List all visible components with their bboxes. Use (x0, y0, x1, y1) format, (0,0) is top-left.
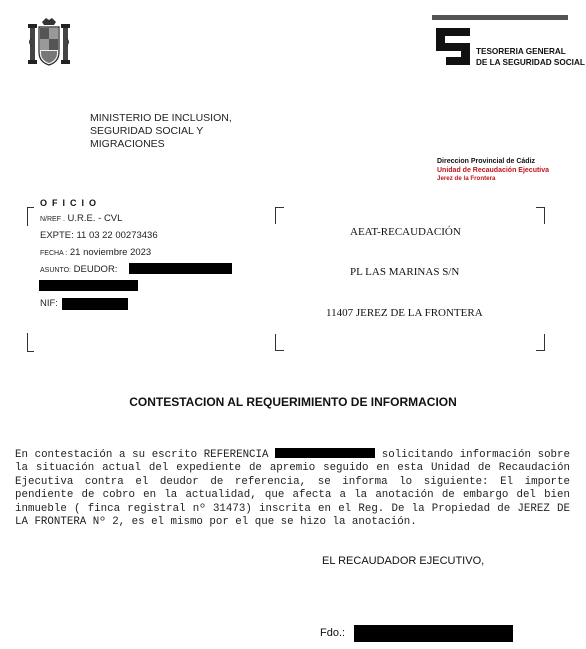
coat-of-arms-icon (26, 16, 72, 70)
address-corner-tr (536, 207, 545, 224)
prov-line3: Jerez de la Frontera (437, 175, 496, 182)
recipient-line2: PL LAS MARINAS S/N (350, 266, 460, 278)
body-text (15, 448, 570, 529)
redacted-signature (354, 625, 513, 642)
expte-row (40, 230, 158, 241)
fecha-row (40, 247, 151, 258)
tgss-name (476, 46, 585, 68)
nref-value: U.R.E. - CVL (67, 213, 123, 224)
ministry-name (90, 112, 232, 151)
nif-row (40, 298, 58, 309)
left-box-corner-tl (27, 207, 34, 226)
recaudador-role: EL RECAUDADOR EJECUTIVO, (322, 555, 485, 567)
nif-label: NIF: (40, 298, 58, 309)
prov-line2: Unidad de Recaudación Ejecutiva (437, 166, 550, 174)
nref-row (40, 213, 122, 224)
expte-label: EXPTE: (40, 230, 74, 241)
recipient-line3: 11407 JEREZ DE LA FRONTERA (326, 307, 483, 319)
deudor-label: DEUDOR: (73, 264, 118, 275)
address-corner-bl (275, 334, 284, 351)
body-post: solicitando información sobre la situación actual del expediente de apremio seguido en esta Unidad de Recaudación Ejecutiva contra el deudor de referencia, se informa lo siguiente: El importe pendiente de cobro en la actualidad, que afecta a la anotación de embargo del bien inmueble ( finca registral nº 31473) inscrita en el Reg. De la Propiedad de JEREZ DE LA FRONTERA Nº 2, es el mismo por el que se hizo la anotación. (15, 449, 570, 529)
ministry-line2: SEGURIDAD SOCIAL Y (90, 125, 204, 137)
redacted-reference (275, 448, 375, 458)
fecha-label: FECHA : (40, 250, 68, 257)
tgss-line1: TESORERIA GENERAL (476, 47, 566, 56)
logo-top-bar (432, 15, 568, 20)
asunto-row (40, 264, 117, 275)
tgss-logo-icon (436, 28, 470, 66)
ministry-line1: MINISTERIO DE INCLUSION, (90, 112, 232, 124)
body-pre: En contestación a su escrito REFERENCIA (15, 449, 276, 461)
tgss-line2: DE LA SEGURIDAD SOCIAL (476, 58, 585, 67)
recipient-line1: AEAT-RECAUDACIÓN (350, 226, 461, 238)
document-title: CONTESTACION AL REQUERIMIENTO DE INFORMACION (129, 395, 457, 409)
asunto-label: ASUNTO: (40, 267, 71, 274)
fecha-value: 21 noviembre 2023 (69, 247, 152, 258)
expte-value: 11 03 22 00273436 (76, 230, 158, 241)
redacted-deudor (129, 263, 232, 274)
address-corner-tl (275, 207, 284, 224)
redacted-nif (62, 298, 128, 310)
nref-label: N/REF . (40, 216, 65, 223)
left-box-corner-bl (27, 333, 34, 352)
ministry-line3: MIGRACIONES (90, 138, 165, 150)
oficio-label: OFICIO (40, 198, 101, 208)
redacted-deudor-line2 (39, 280, 138, 291)
prov-line1: Direccion Provincial de Cádiz (437, 158, 536, 165)
fdo-label: Fdo.: (320, 627, 346, 639)
provincial-office (437, 158, 549, 184)
address-corner-br (536, 334, 545, 351)
